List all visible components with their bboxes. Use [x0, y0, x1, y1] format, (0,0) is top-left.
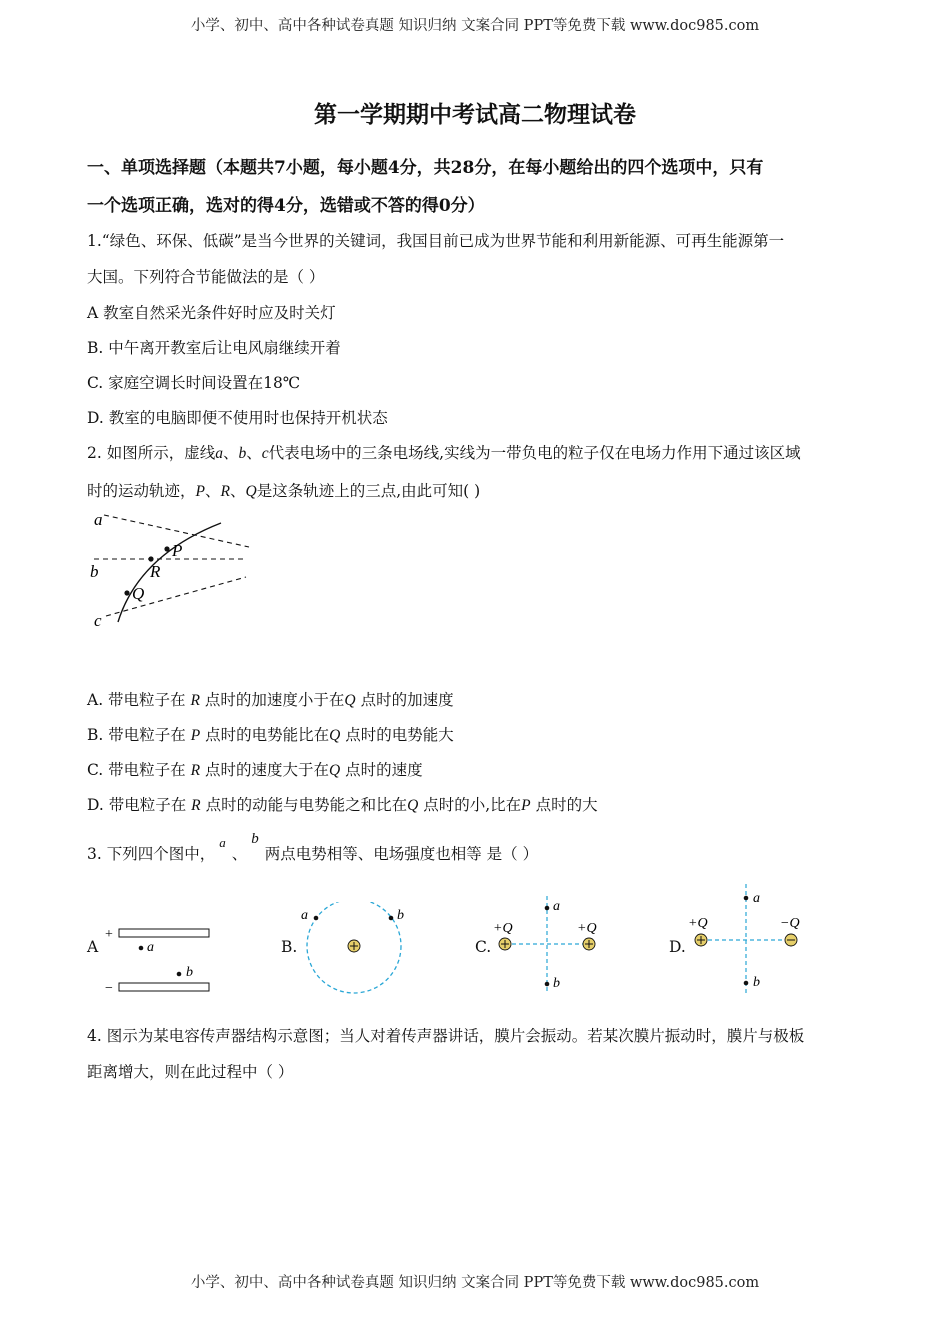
label-c: c	[94, 611, 102, 630]
point-r	[148, 556, 153, 561]
svg-text:b: b	[186, 965, 193, 980]
q3-stem: 3. 下列四个图中，$^a$、b两点电势相等、电场强度也相等 是（ ）	[87, 831, 539, 863]
positive-plate	[119, 929, 209, 937]
point-b	[744, 981, 749, 986]
svg-text:b: b	[397, 908, 404, 923]
q2-option-d: D. 带电粒子在 R 点时的动能与电势能之和比在Q 点时的小,比在P 点时的大	[87, 796, 598, 814]
point-a	[139, 946, 144, 951]
q1-option-b: B. 中午离开教室后让电风扇继续开着	[87, 339, 341, 357]
point-a	[545, 906, 550, 911]
field-line-c	[106, 577, 246, 616]
svg-text:+Q: +Q	[577, 921, 597, 936]
q2-stem-line1: 2. 如图所示，虚线a、b、c代表电场中的三条电场线,实线为一带负电的粒子仅在电场力作用下通过该区域	[87, 444, 801, 462]
q3-figure-b-point-charge	[296, 902, 412, 998]
q3-figure-d-dipole	[684, 880, 814, 998]
negative-plate	[119, 983, 209, 991]
q1-option-a: A 教室自然采光条件好时应及时关灯	[87, 304, 336, 322]
label-b: b	[90, 562, 99, 581]
svg-text:a: a	[301, 908, 308, 923]
svg-text:a: a	[553, 899, 560, 914]
q3-label-a: A	[87, 938, 99, 956]
q3-figure-c-two-positive-charges	[490, 888, 610, 998]
q1-option-c: C. 家庭空调长时间设置在18℃	[87, 374, 301, 392]
q1-option-d: D. 教室的电脑即便不使用时也保持开机状态	[87, 409, 388, 427]
q1-stem-line1: 1.“绿色、环保、低碳”是当今世界的关键词，我国目前已成为世界节能和利用新能源、可再生能源第一	[87, 232, 785, 250]
point-a	[314, 916, 319, 921]
q4-stem-line1: 4. 图示为某电容传声器结构示意图；当人对着传声器讲话，膜片会振动。若某次膜片振动时，膜片与极板	[87, 1027, 805, 1045]
svg-text:a: a	[147, 940, 154, 955]
q3-figure-a-parallel-plates	[100, 918, 220, 1000]
section-heading-line1: 一、单项选择题（本题共7小题，每小题4分，共28分，在每小题给出的四个选项中，只有	[87, 158, 764, 178]
q3-label-d: D.	[669, 938, 686, 956]
label-a: a	[94, 510, 103, 529]
svg-text:−Q: −Q	[780, 916, 800, 931]
svg-text:b: b	[753, 975, 760, 990]
label-r: R	[150, 562, 161, 581]
particle-trajectory	[118, 523, 221, 622]
point-b	[177, 972, 182, 977]
q2-option-c: C. 带电粒子在 R 点时的速度大于在Q 点时的速度	[87, 761, 423, 779]
q4-stem-line2: 距离增大，则在此过程中（ ）	[87, 1063, 294, 1081]
q2-field-diagram	[84, 505, 264, 635]
point-a	[744, 896, 749, 901]
section-heading-line2: 一个选项正确，选对的得4分，选错或不答的得0分）	[87, 196, 485, 216]
q2-stem-line2: 时的运动轨迹，P、R、Q是这条轨迹上的三点,由此可知( )	[87, 482, 481, 500]
label-p: P	[172, 541, 183, 560]
q1-stem-line2: 大国。下列符合节能做法的是（ ）	[87, 268, 325, 286]
point-b	[545, 982, 550, 987]
minus-sign: −	[105, 981, 113, 996]
svg-text:+Q: +Q	[688, 916, 708, 931]
q3-label-c: C.	[475, 938, 492, 956]
q3-label-b: B.	[281, 938, 298, 956]
point-p	[164, 546, 169, 551]
q2-option-a: A. 带电粒子在 R 点时的加速度小于在Q 点时的加速度	[87, 691, 454, 709]
svg-text:+Q: +Q	[493, 921, 513, 936]
plus-sign: +	[105, 927, 113, 942]
svg-text:b: b	[553, 976, 560, 991]
page-title: 第一学期期中考试高二物理试卷	[314, 101, 636, 128]
page-header: 小学、初中、高中各种试卷真题 知识归纳 文案合同 PPT等免费下载 www.doc985.com	[190, 18, 760, 34]
svg-text:a: a	[753, 891, 760, 906]
point-b	[389, 916, 394, 921]
page-footer: 小学、初中、高中各种试卷真题 知识归纳 文案合同 PPT等免费下载 www.doc985.com	[190, 1275, 760, 1291]
q2-option-b: B. 带电粒子在 P 点时的电势能比在Q 点时的电势能大	[87, 726, 454, 744]
label-q: Q	[132, 584, 145, 603]
point-q	[124, 590, 129, 595]
